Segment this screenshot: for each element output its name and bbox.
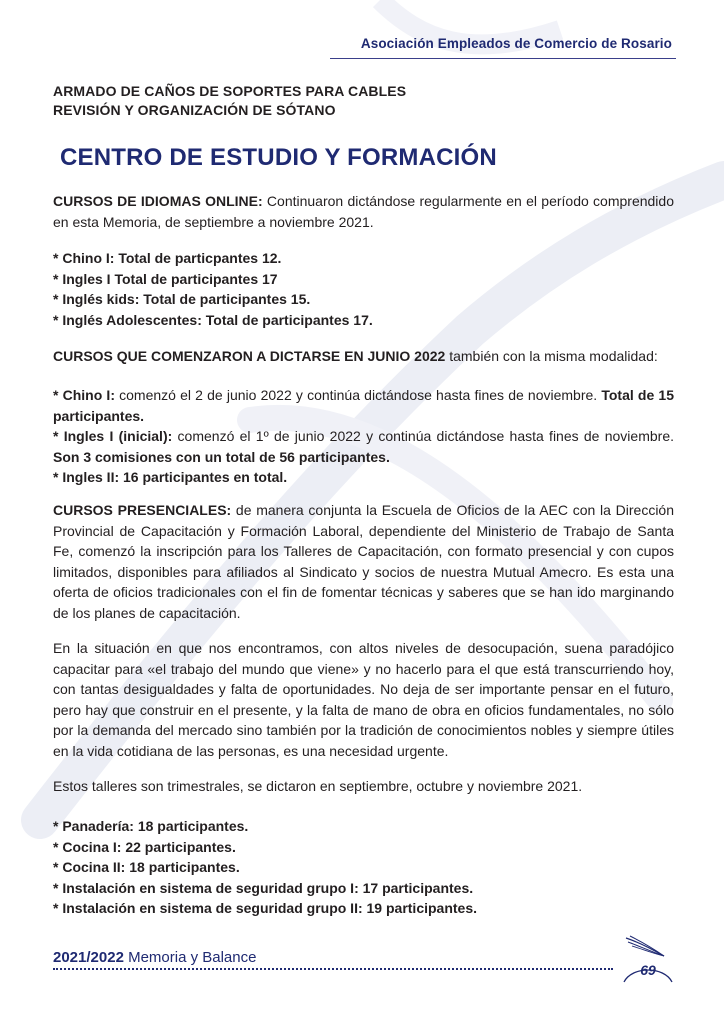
chino-text: comenzó el 2 de junio 2022 y continúa dictándose hasta fines de noviembre. bbox=[114, 387, 602, 403]
idiomas-list bbox=[53, 248, 674, 330]
page-number bbox=[622, 960, 674, 984]
section-title: CENTRO DE ESTUDIO Y FORMACIÓN bbox=[60, 144, 497, 171]
junio-text: también con la misma modalidad: bbox=[445, 348, 658, 364]
list-item: * Inglés kids: Total de participantes 15. bbox=[53, 291, 311, 308]
wing-logo-icon bbox=[624, 934, 668, 960]
list-item: * Panadería: 18 participantes. bbox=[53, 818, 249, 834]
list-item: * Cocina I: 22 participantes. bbox=[53, 838, 236, 855]
list-item: * Cocina II: 18 participantes. bbox=[53, 859, 240, 876]
organization-header: Asociación Empleados de Comercio de Rosario bbox=[360, 36, 672, 51]
list-item: * Inglés Adolescentes: Total de participantes 17. bbox=[53, 311, 373, 328]
ingles1-lead: * Ingles I (inicial): bbox=[53, 428, 173, 445]
subheading-1: ARMADO DE CAÑOS DE SOPORTES PARA CABLES bbox=[53, 83, 407, 99]
footer-year: 2021/2022 bbox=[53, 949, 124, 966]
junio-paragraph bbox=[53, 346, 674, 367]
list-item: * Ingles I Total de participantes 17 bbox=[53, 270, 278, 287]
ingles2-item: * Ingles II: 16 participantes en total. bbox=[53, 469, 288, 486]
presenciales-text: de manera conjunta la Escuela de Oficios de la AEC con la Dirección Provincial de Capacitación y Formación Laboral, dependiente del Ministerio de Trabajo de Santa Fe, comenzó la inscripción para los Talleres de Capacitación, con formato presencial y con cupos limitados, disponibles para afiliados al Sindicato y socios de nuestra Mutual Amecro. Es esta una oferta de oficios tradicionales con el fin de fomentar técnicas y saberes que se han ido marginando de los planes de capacitación. bbox=[53, 502, 675, 621]
page-number-text: 69 bbox=[640, 962, 656, 978]
ingles1-text: comenzó el 1º de junio 2022 y continúa dictándose hasta fines de noviembre. bbox=[172, 428, 674, 445]
footer-label: Memoria y Balance bbox=[123, 949, 257, 966]
list-item: * Instalación en sistema de seguridad grupo II: 19 participantes. bbox=[53, 900, 478, 917]
situacion-paragraph: En la situación en que nos encontramos, con altos niveles de desocupación, suena paradójico capacitar para «el trabajo del mundo que viene» y no hacerlo para el que está transcurriendo hoy, con tantas desigualdades y falta de oportunidades. No deja de ser importante pensar en el futuro, pero hay que construir en el presente, y la falta de mano de obra en oficios fundamentales, no sólo por la demanda del mercado sino también por la tradición de conocimientos nobles y siempre útiles en la vida cotidiana de las personas, es una necesidad urgente. bbox=[53, 640, 674, 759]
talleres-paragraph: Estos talleres son trimestrales, se dictaron en septiembre, octubre y noviembre 2021. bbox=[53, 778, 583, 794]
presenciales-paragraph bbox=[53, 500, 674, 624]
presenciales-lead: CURSOS PRESENCIALES: bbox=[53, 502, 232, 518]
list-item: * Instalación en sistema de seguridad grupo I: 17 participantes. bbox=[53, 879, 474, 896]
talleres-list bbox=[53, 816, 674, 919]
idiomas-lead: CURSOS DE IDIOMAS ONLINE: bbox=[53, 193, 263, 209]
header-divider bbox=[330, 58, 676, 59]
footer-dotted-rule bbox=[53, 968, 613, 970]
subheading-2: REVISIÓN Y ORGANIZACIÓN DE SÓTANO bbox=[53, 102, 336, 118]
junio-items bbox=[53, 385, 674, 488]
chino-total: Total de 15 participantes. bbox=[53, 387, 674, 424]
list-item: * Chino I: Total de particpantes 12. bbox=[53, 250, 282, 266]
footer-title bbox=[53, 949, 256, 966]
junio-lead: CURSOS QUE COMENZARON A DICTARSE EN JUNIO 2022 bbox=[53, 348, 446, 364]
idiomas-paragraph bbox=[53, 191, 674, 232]
chino-lead: * Chino I: bbox=[53, 387, 115, 403]
idiomas-text: Continuaron dictándose regularmente en el período comprendido en esta Memoria, de septiembre a noviembre 2021. bbox=[53, 193, 674, 230]
ingles1-total: Son 3 comisiones con un total de 56 participantes. bbox=[53, 448, 390, 465]
